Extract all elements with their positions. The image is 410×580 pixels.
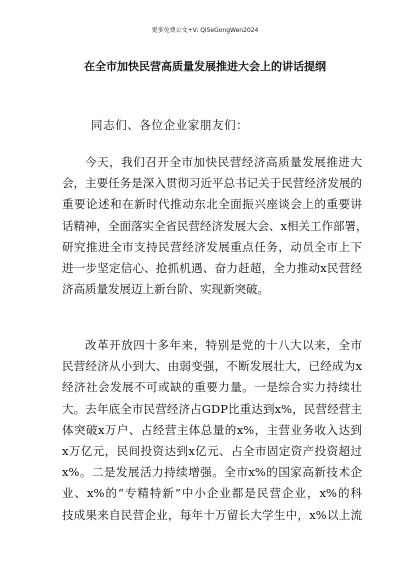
paragraph-line: 大。去年底全市民营经济占GDP比重达到x%，民营经营主 <box>62 401 362 416</box>
salutation: 同志们、各位企业家朋友们： <box>91 118 249 132</box>
paragraph-line: 进一步坚定信心、抢抓机遇、奋力赶超，全力推动x民营经 <box>62 260 362 275</box>
paragraph-line: 会，主要任务是深入贯彻习近平总书记关于民营经济发展的 <box>62 176 362 191</box>
paragraph-line: 民营经济从小到大、由弱变强，不断发展壮大，已经成为x <box>62 359 362 374</box>
paragraph-line: 重要论述和在新时代推动东北全面振兴座谈会上的重要讲 <box>62 197 362 212</box>
paragraph-line: x%。二是发展活力持续增强。全市x%的国家高新技术企 <box>62 465 362 480</box>
paragraph-line: 经济社会发展不可或缺的重要力量。一是综合实力持续壮 <box>62 380 362 395</box>
header-note: 更多免费公文+V: QiSeGongWen2024 <box>151 27 259 34</box>
paragraph-line: 业、x%的“专精特新”中小企业都是民营企业，x%的科 <box>62 486 362 501</box>
paragraph-line: 改革开放四十多年来，特别是党的十八大以来，全市 <box>85 338 362 352</box>
paragraph-line: 话精神，全面落实全省民营经济发展大会、x相关工作部署， <box>62 218 368 233</box>
paragraph-line: 今天，我们召开全市加快民营经济高质量发展推进大 <box>85 155 362 169</box>
paragraph-line: 体突破x万户、占经营主体总量的x%，主营业务收入达到 <box>62 422 362 437</box>
paragraph-line: 济高质量发展迈上新台阶、实现新突破。 <box>62 282 269 297</box>
paragraph-line: x万亿元，民间投资达到x亿元、占全市固定资产投资超过 <box>62 443 362 458</box>
paragraph <box>62 152 368 300</box>
paragraph-line: 技成果来自民营企业，每年十万留长大学生中，x%以上流 <box>62 507 362 522</box>
paragraph <box>62 335 362 526</box>
document-title: 在全市加快民营高质量发展推进大会上的讲话提纲 <box>84 60 326 73</box>
paragraph-line: 研究推进全市支持民营经济发展重点任务，动员全市上下 <box>62 239 362 254</box>
